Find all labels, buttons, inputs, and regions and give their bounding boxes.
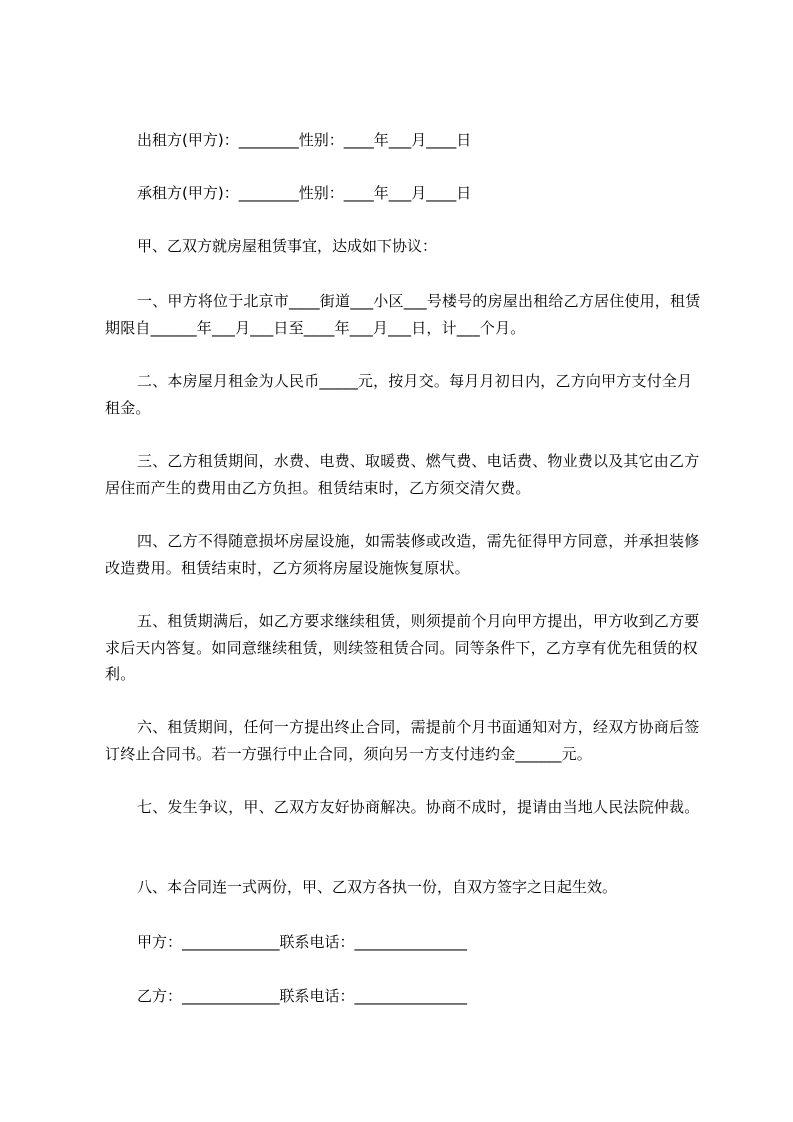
lessor-line: 出租方(甲方)：________性别：____年___月____日 <box>137 131 472 149</box>
clause-5: 五、租赁期满后，如乙方要求继续租赁，则须提前个月向甲方提出，甲方收到乙方要求后天内答复。如同意继续租赁，则续签租赁合同。同等条件下，乙方享有优先租赁的权利。 <box>105 612 700 683</box>
clause-2: 二、本房屋月租金为人民币_____元，按月交。每月月初日内，乙方向甲方支付全月租金。 <box>105 372 693 417</box>
clause-8: 八、本合同连一式两份，甲、乙双方各执一份，自双方签字之日起生效。 <box>137 878 618 896</box>
clause-6: 六、租赁期间，任何一方提出终止合同，需提前个月书面通知对方，经双方协商后签订终止合同书。若一方强行中止合同，须向另一方支付违约金______元。 <box>105 718 700 763</box>
party-a-signature-line: 甲方：_____________联系电话：_______________ <box>137 933 468 951</box>
party-b-signature-line: 乙方：_____________联系电话：_______________ <box>137 987 468 1005</box>
clause-7: 七、发生争议，甲、乙双方友好协商解决。协商不成时，提请由当地人民法院仲裁。 <box>137 798 700 816</box>
lessee-line: 承租方(甲方)：________性别：____年___月____日 <box>137 184 472 202</box>
intro-line: 甲、乙双方就房屋租赁事宜，达成如下协议： <box>137 237 438 255</box>
clause-3: 三、乙方租赁期间，水费、电费、取暖费、燃气费、电话费、物业费以及其它由乙方居住而产生的费用由乙方负担。租赁结束时，乙方须交清欠费。 <box>105 452 700 497</box>
clause-1: 一、甲方将位于北京市____街道___小区___号楼号的房屋出租给乙方居住使用，租赁期限自______年___月___日至____年___月___日，计___个月。 <box>105 292 701 337</box>
clause-4: 四、乙方不得随意损坏房屋设施，如需装修或改造，需先征得甲方同意，并承担装修改造费用。租赁结束时，乙方须将房屋设施恢复原状。 <box>105 532 700 577</box>
